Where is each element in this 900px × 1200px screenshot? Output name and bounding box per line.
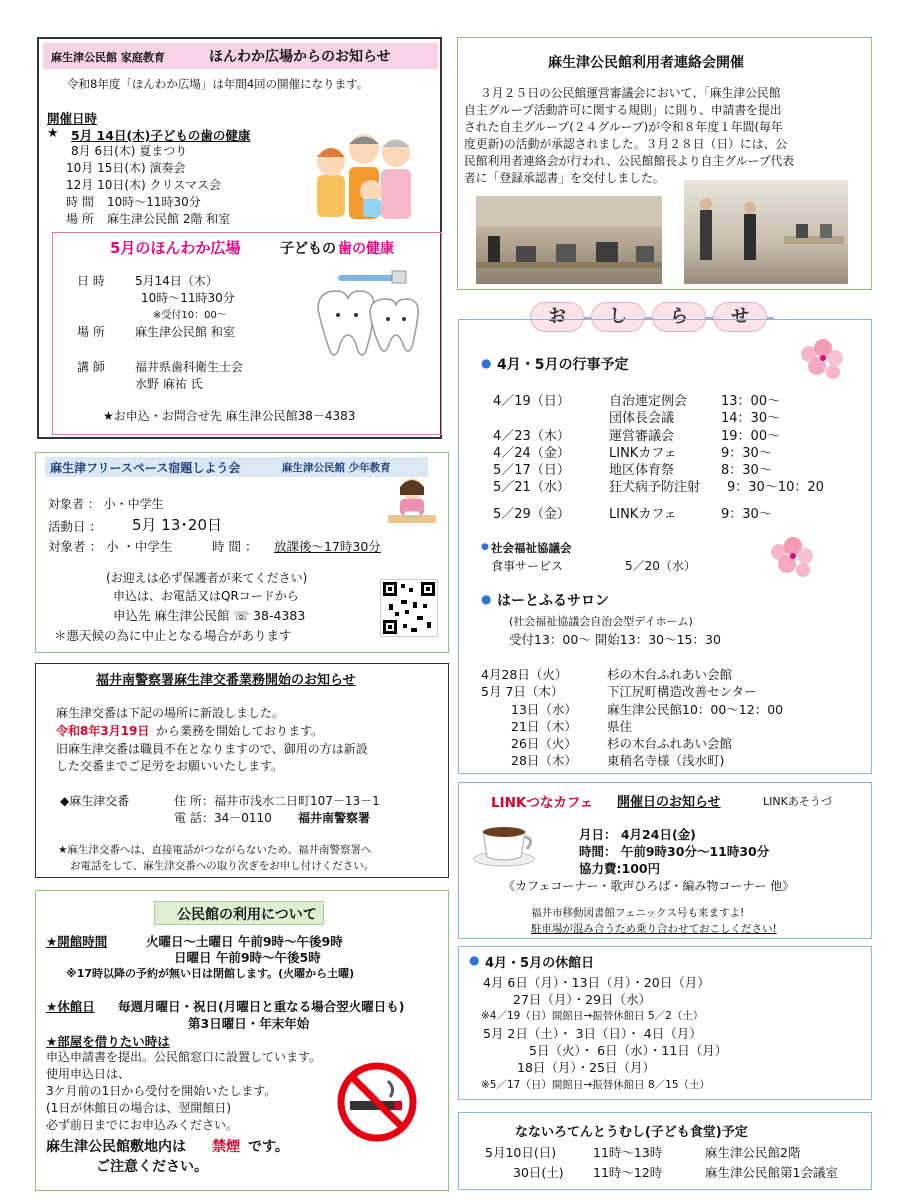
- may-date-label: 日 時: [77, 274, 105, 288]
- events-bullet-icon: ●: [481, 356, 492, 370]
- freespace-header-title: 麻生津フリースペース宿題しよう会: [50, 461, 241, 475]
- may-hiroba-box: [52, 232, 442, 435]
- event-1-date: 4／19（日）: [493, 394, 570, 409]
- salon-6-place: 東稍名寺様（浅水町): [607, 753, 725, 768]
- kodomo-1-date: 5月10日(日): [485, 1145, 557, 1160]
- meeting-photo-1: [476, 196, 662, 284]
- welfare-bullet-icon: ●: [481, 542, 489, 552]
- event-5-time: 8：30～: [721, 463, 772, 478]
- freespace-target2: 対象者 ： 小 ・中学生: [48, 539, 173, 554]
- freespace-activity-label: 活動日 ：: [48, 519, 102, 534]
- freespace-section: [35, 452, 449, 653]
- liaison-line-3: された自主グループ(２４グループ)が令和８年度１年間(毎年: [464, 120, 783, 134]
- usage-smoke-post: です。: [248, 1139, 289, 1155]
- freespace-note2: 申込は、お電話又はQRコードから: [113, 589, 299, 603]
- cafe-section: [458, 782, 872, 939]
- cafe-time: 時間： 午前9時30分～11時30分: [579, 844, 770, 859]
- usage-closed-label: ★休館日: [46, 999, 95, 1014]
- police-p1: 麻生津交番は下記の場所に新設しました。: [56, 706, 285, 720]
- holidays-line-1: 4月 6日（月）・13日（月）・20日（月）: [483, 975, 710, 990]
- no-smoking-icon: [336, 1061, 418, 1143]
- event-6-name: 狂犬病予防注射: [609, 480, 701, 495]
- usage-rent-label: ★部屋を借りたい時は: [46, 1034, 170, 1049]
- usage-open-2: 日曜日 午前9時～午後5時: [174, 950, 321, 965]
- oshirase-pill-3: ら: [652, 302, 706, 332]
- freespace-header-org: 麻生津公民館 少年教育: [282, 462, 391, 474]
- event-2-time: 14：30～: [721, 411, 781, 426]
- salon-time: 受付13：00～ 開始13：30～15：30: [509, 632, 721, 647]
- police-p3: 旧麻生津交番は職員不在となりますので、御用の方は新設: [56, 742, 368, 756]
- family-illustration: [309, 117, 419, 222]
- kodomo-title: なないろてんとうむし(子ども食堂)予定: [515, 1125, 748, 1140]
- cafe-org: LINKあそうづ: [763, 795, 832, 808]
- usage-open-label: ★開館時間: [46, 934, 108, 949]
- event-7-time: 9：30～: [721, 507, 772, 522]
- liaison-line-1: ３月２５日の公民館運営審議会において、「麻生津公民館: [480, 86, 781, 100]
- event-4-name: LINKカフェ: [609, 446, 677, 461]
- holidays-line-6: 18日（月）・25日（月）: [517, 1060, 656, 1075]
- hiroba-place-label: 場 所: [66, 212, 94, 226]
- oshirase-section: [458, 319, 872, 774]
- salon-2-date: 5月 7日（木）: [481, 684, 564, 699]
- event-6-date: 5／21（水）: [493, 480, 570, 495]
- event-7-date: 5／29（金）: [493, 507, 570, 522]
- freespace-target1: 対象者 ： 小・中学生: [48, 497, 164, 511]
- salon-1-date: 4月28日（火）: [481, 667, 568, 682]
- meeting-photo-2: [684, 180, 848, 284]
- oshirase-pill-4: せ: [713, 302, 767, 332]
- salon-5-place: 杉の木台ふれあい会館: [607, 736, 733, 751]
- welfare-heading: 社会福祉協議会: [491, 541, 572, 555]
- hiroba-time-label: 時 間: [66, 195, 94, 209]
- liaison-section: [457, 37, 872, 290]
- salon-sub: (社会福祉協議会自治会型デイホーム): [509, 615, 693, 628]
- hiroba-date-1: 5月 14日(木)子どもの歯の健康: [71, 128, 251, 143]
- qr-code-icon: [381, 580, 437, 636]
- cafe-corners: 《カフェコーナー・歌声ひろば・編み物コーナー 他》: [503, 879, 795, 893]
- cafe-fee: 協力費:100円: [579, 861, 661, 876]
- police-note2: お電話をして、麻生津交番への取り次ぎをお申し付けください。: [70, 860, 375, 872]
- event-5-date: 5／17（日）: [493, 463, 570, 478]
- teeth-illustration: [308, 269, 428, 364]
- event-3-name: 運営審議会: [609, 429, 675, 444]
- hiroba-header-org: 麻生津公民館 家庭教育: [51, 51, 165, 64]
- hiroba-date-4: 12月 10日(木) クリスマス会: [66, 178, 222, 192]
- police-p2-date: 令和8年3月19日: [56, 724, 150, 738]
- kodomo-1-place: 麻生津公民館2階: [705, 1145, 801, 1160]
- event-1-time: 13：00～: [721, 394, 781, 409]
- hiroba-section: [37, 37, 442, 439]
- event-7-name: LINKカフェ: [609, 507, 677, 522]
- hiroba-date-star: ★: [47, 126, 59, 141]
- kodomo-2-time: 11時～12時: [593, 1165, 663, 1180]
- may-hiroba-subtitle: 子どもの: [280, 241, 336, 257]
- salon-1-place: 杉の木台ふれあい会館: [607, 667, 733, 682]
- hiroba-time-value: 10時～11時30分: [107, 195, 201, 209]
- holidays-bullet-icon: ●: [469, 953, 480, 967]
- hiroba-dates-heading: 開催日時: [47, 111, 98, 126]
- qr-code[interactable]: [380, 579, 438, 637]
- may-place-label: 場 所: [77, 325, 105, 339]
- event-2-name: 団体長会議: [609, 411, 675, 426]
- freespace-time-value: 放課後～17時30分: [274, 539, 381, 554]
- police-title: 福井南警察署麻生津交番業務開始のお知らせ: [96, 673, 356, 688]
- holidays-line-5: 5日（火）・ 6日（水）・11日（月）: [529, 1043, 728, 1058]
- may-lecturer-name: 水野 麻祐 氏: [135, 377, 203, 391]
- freespace-activity-value: 5月 13･20日: [132, 516, 222, 534]
- hiroba-intro: 令和8年度「ほんわか広場」は年間4回の開催になります。: [67, 77, 369, 91]
- holidays-section: [458, 946, 872, 1100]
- freespace-note4: ＊悪天候の為に中止となる場合があります: [54, 628, 292, 643]
- police-tel-label: 電 話：: [174, 811, 214, 825]
- salon-4-date: 21日（木）: [511, 719, 577, 734]
- usage-rent-3: 3ケ月前の1日から受付を開始いたします。: [46, 1084, 277, 1098]
- may-reception: ※受付10：00～: [153, 310, 227, 321]
- usage-rent-2: 使用申込日は、: [46, 1067, 131, 1081]
- may-lecturer-label: 講 師: [77, 360, 105, 374]
- salon-bullet-icon: ●: [481, 592, 492, 606]
- event-3-time: 19：00～: [721, 429, 781, 444]
- cafe-subtitle: 開催日のお知らせ: [617, 795, 721, 810]
- holidays-heading: 4月・5月の休館日: [485, 956, 595, 971]
- coffee-cup-icon: [471, 815, 537, 867]
- may-contact: ★お申込・お問合せ先 麻生津公民館38－4383: [103, 409, 356, 423]
- may-lecturer-org: 福井県歯科衛生士会: [135, 360, 244, 374]
- event-4-date: 4／24（金）: [493, 446, 570, 461]
- holidays-line-4: 5月 2日（土）・ 3日（日）・ 4日（月）: [483, 1026, 702, 1041]
- welfare-item: 食事サービス: [491, 559, 564, 573]
- may-date-value: 5月14日（木）: [135, 274, 218, 288]
- cafe-date: 月日： 4月24日(金): [579, 827, 696, 842]
- salon-heading: はーとふるサロン: [497, 593, 609, 609]
- usage-closed-1: 毎週月曜日・祝日(月曜日と重なる場合翌火曜日も): [118, 999, 405, 1014]
- event-4-time: 9：30～: [721, 446, 772, 461]
- usage-smoke-pre: 麻生津公民館敷地内は: [46, 1139, 186, 1155]
- liaison-line-6: 者に「登録承認書」を交付しました。: [464, 171, 665, 185]
- salon-5-date: 26日（火）: [511, 736, 577, 751]
- salon-6-date: 28日（木）: [511, 753, 577, 768]
- holidays-line-2: 27日（月）・29日（水）: [513, 992, 652, 1007]
- may-place-value: 麻生津公民館 和室: [135, 325, 235, 339]
- sakura-icon-2: [765, 534, 821, 580]
- holidays-line-7: ※5／17（日）開館日→振替休館日 8／15（土）: [481, 1079, 711, 1091]
- hiroba-date-3: 10月 15日(木) 演奏会: [66, 161, 186, 175]
- liaison-line-2: 自主グループ活動許可に関する規則」に則り、申請書を提出: [464, 103, 782, 117]
- police-kouban: ◆麻生津交番: [60, 794, 130, 808]
- sakura-icon: [795, 336, 851, 384]
- salon-3-place: 麻生津公民館10：00～12：00: [607, 702, 784, 717]
- kodomo-section: [458, 1112, 872, 1190]
- oshirase-pill-2: し: [591, 302, 645, 332]
- salon-4-place: 県住: [607, 719, 633, 734]
- usage-rent-4: (1日が休館日の場合は、翌開館日): [46, 1101, 231, 1115]
- oshirase-pill-1: お: [530, 302, 584, 332]
- usage-closed-2: 第3日曜日・年末年始: [188, 1016, 310, 1031]
- may-time-value: 10時～11時30分: [141, 291, 235, 305]
- kodomo-1-time: 11時～13時: [593, 1145, 663, 1160]
- holidays-line-3: ※4／19（日）開館日→振替休館日 5／2（土）: [481, 1010, 704, 1022]
- usage-rent-5: 必ず前日までにお申込みください。: [46, 1118, 239, 1132]
- police-section: [35, 663, 449, 878]
- salon-3-date: 13日（水）: [511, 702, 577, 717]
- hiroba-date-2: 8月 6日(木) 夏まつり: [71, 144, 188, 158]
- police-tel-value: 34－0110: [214, 811, 272, 825]
- events-heading: 4月・5月の行事予定: [497, 357, 629, 373]
- event-3-date: 4／23（木）: [493, 429, 570, 444]
- police-note1: ★麻生津交番へは、直接電話がつながらないため、福井南警察署へ: [58, 844, 372, 856]
- liaison-title: 麻生津公民館利用者連絡会開催: [548, 55, 744, 71]
- liaison-line-5: 民館利用者連絡会が行われ、公民館館長より自主グループ代表: [464, 154, 795, 168]
- cafe-note1: 福井市移動図書館フェニックス号も来ますよ!: [531, 907, 745, 919]
- studying-girl-illustration: [384, 473, 440, 531]
- salon-2-place: 下江尻町構造改善センター: [607, 684, 757, 699]
- may-hiroba-title: 5月のほんわか広場: [110, 239, 241, 257]
- usage-title: 公民館の利用について: [177, 907, 317, 923]
- usage-section: [35, 890, 449, 1191]
- kodomo-2-date: 30日(土): [513, 1165, 564, 1180]
- liaison-line-4: 度更新)の活動が承認されました。３月２８日（日）には、公: [464, 137, 788, 151]
- may-hiroba-subtitle-em: 歯の健康: [338, 241, 394, 257]
- cafe-note2: 駐車場が混み合うため乗り合わせておこしください!: [531, 923, 777, 935]
- welfare-date: 5／20（水）: [625, 559, 696, 573]
- event-6-time: 9：30～10：20: [727, 480, 824, 495]
- usage-open-1: 火曜日～土曜日 午前9時～午後9時: [146, 934, 343, 949]
- hiroba-header-title: ほんわか広場からのお知らせ: [209, 49, 391, 65]
- police-addr-value: 福井市浅水二日町107－13－1: [214, 794, 380, 808]
- police-tel-station: 福井南警察署: [298, 811, 371, 825]
- police-p2-rest: から業務を開始しております。: [156, 724, 324, 738]
- usage-smoke-2: ご注意ください。: [96, 1159, 208, 1175]
- police-addr-label: 住 所：: [174, 794, 214, 808]
- event-5-name: 地区体育祭: [609, 463, 675, 478]
- event-1-name: 自治連定例会: [609, 394, 688, 409]
- kodomo-2-place: 麻生津公民館第1会議室: [705, 1165, 838, 1180]
- cafe-title: LINKつなカフェ: [491, 795, 594, 811]
- usage-open-note: ※17時以降の予約が無い日は閉館します。(火曜から土曜): [66, 967, 355, 980]
- freespace-note1: (お迎えは必ず保護者が来てください): [106, 571, 308, 585]
- usage-rent-1: 申込申請書を提出。公民館窓口に設置しています。: [46, 1050, 322, 1064]
- usage-smoke-red: 禁煙: [212, 1139, 240, 1155]
- police-p4: した交番までご足労をお願いいたします。: [56, 759, 284, 773]
- freespace-note3: 申込先 麻生津公民館 ☏ 38-4383: [113, 608, 306, 623]
- freespace-time-label: 時 間 ：: [212, 539, 258, 554]
- hiroba-place-value: 麻生津公民館 2階 和室: [107, 212, 231, 226]
